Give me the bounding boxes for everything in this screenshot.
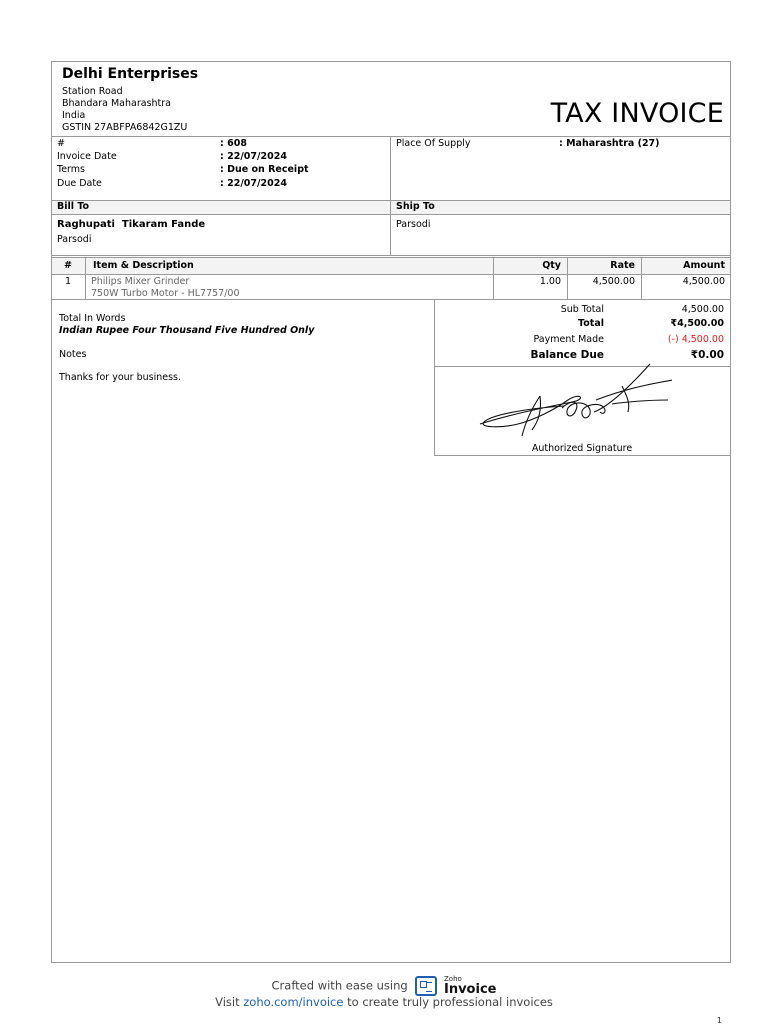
footer-crafted <box>0 976 768 996</box>
divider <box>52 274 730 275</box>
company-address-line: Bhandara Maharashtra <box>62 98 171 109</box>
footer-rest-text: to create truly professional invoices <box>347 995 553 1009</box>
place-of-supply-label: Place Of Supply <box>396 138 471 149</box>
company-name: Delhi Enterprises <box>62 66 199 82</box>
payment-made-label: Payment Made <box>533 334 604 345</box>
balance-due-label: Balance Due <box>530 349 604 361</box>
item-amount: 4,500.00 <box>682 276 725 287</box>
divider <box>52 214 730 215</box>
invoice-number-label: # <box>57 138 65 149</box>
terms-value: : Due on Receipt <box>220 164 309 175</box>
zoho-brand-small: Zoho <box>443 975 462 983</box>
items-col-qty: Qty <box>542 260 561 271</box>
items-col-amount: Amount <box>683 260 725 271</box>
subtotal-label: Sub Total <box>560 304 604 315</box>
items-col-num: # <box>64 260 72 271</box>
invoice-date-value: : 22/07/2024 <box>220 151 287 162</box>
footer-visit <box>0 995 768 1009</box>
ship-to-address: Parsodi <box>396 219 431 230</box>
address-header-band <box>52 200 730 214</box>
notes-label: Notes <box>59 349 87 360</box>
divider <box>52 257 730 258</box>
divider <box>85 257 86 299</box>
due-date-label: Due Date <box>57 178 102 189</box>
divider <box>390 136 391 200</box>
item-description: 750W Turbo Motor - HL7757/00 <box>91 288 240 299</box>
divider <box>52 200 730 201</box>
due-date-value: : 22/07/2024 <box>220 178 287 189</box>
zoho-invoice-logo-icon <box>415 976 437 996</box>
document-title: TAX INVOICE <box>550 98 724 129</box>
customer-name: Raghupati Tikaram Fande <box>57 219 206 230</box>
divider <box>390 200 391 255</box>
item-qty: 1.00 <box>539 276 561 287</box>
divider <box>52 136 730 137</box>
item-rate: 4,500.00 <box>592 276 635 287</box>
signature-image <box>472 356 672 444</box>
total-label: Total <box>578 318 604 329</box>
ship-to-heading: Ship To <box>396 201 435 212</box>
zoho-brand-big: Invoice <box>443 982 497 997</box>
divider <box>434 455 730 456</box>
bill-to-address: Parsodi <box>57 234 92 245</box>
footer-visit-text: Visit <box>215 995 240 1009</box>
items-col-rate: Rate <box>610 260 635 271</box>
item-name: Philips Mixer Grinder <box>91 276 190 287</box>
total-value: ₹4,500.00 <box>670 318 724 329</box>
invoice-date-label: Invoice Date <box>57 151 117 162</box>
place-of-supply-value: : Maharashtra (27) <box>559 138 660 149</box>
divider <box>52 255 730 256</box>
company-address-line: India <box>62 110 86 121</box>
zoho-invoice-link[interactable]: zoho.com/invoice <box>243 995 344 1009</box>
divider <box>434 299 435 455</box>
balance-due-value: ₹0.00 <box>690 349 724 361</box>
authorized-signature-label: Authorized Signature <box>531 443 633 454</box>
zoho-invoice-brand <box>444 976 496 996</box>
company-gstin: GSTIN 27ABFPA6842G1ZU <box>62 122 188 133</box>
total-in-words-label: Total In Words <box>59 313 126 324</box>
terms-label: Terms <box>57 164 85 175</box>
company-address-line: Station Road <box>62 86 123 97</box>
page-number: 1 <box>716 1016 722 1024</box>
notes-text: Thanks for your business. <box>59 372 182 383</box>
invoice-number-value: : 608 <box>220 138 247 149</box>
invoice-sheet <box>51 61 731 963</box>
payment-made-value: (-) 4,500.00 <box>667 334 724 345</box>
item-num: 1 <box>65 276 72 287</box>
bill-to-heading: Bill To <box>57 201 90 212</box>
items-col-description: Item & Description <box>93 260 194 271</box>
footer-crafted-text: Crafted with ease using <box>271 978 408 993</box>
total-in-words-value: Indian Rupee Four Thousand Five Hundred Only <box>59 325 315 336</box>
subtotal-value: 4,500.00 <box>681 304 724 315</box>
